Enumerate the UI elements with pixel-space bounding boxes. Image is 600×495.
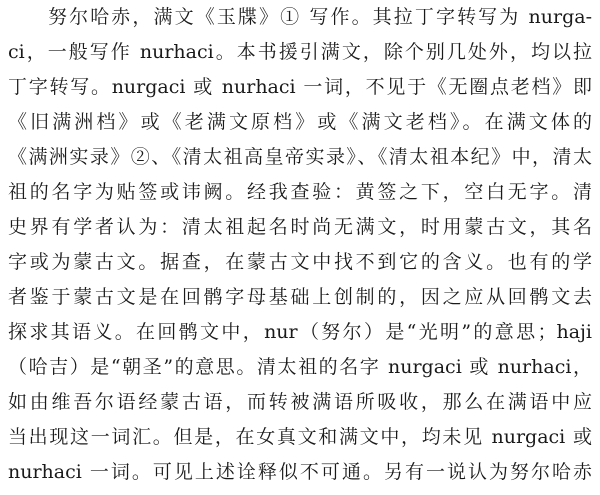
text-line-4: 《旧满洲档》或《老满文原档》或《满文老档》。在满文体的	[8, 111, 592, 133]
text-line-9: 者鉴于蒙古文是在回鹘字母基础上创制的，因之应从回鹘文去	[8, 286, 592, 308]
text-line-6: 祖的名字为贴签或讳阙。经我查验：黄签之下，空白无字。清	[8, 181, 592, 203]
text-line-7: 史界有学者认为：清太祖起名时尚无满文，时用蒙古文，其名	[8, 216, 592, 238]
text-line-8: 字或为蒙古文。据查，在蒙古文中找不到它的含义。也有的学	[8, 251, 592, 273]
text-line-11: （哈吉）是“朝圣”的意思。清太祖的名字 nurgaci 或 nurhaci，	[8, 356, 592, 378]
text-line-13: 当出现这一词汇。但是，在女真文和满文中，均未见 nurgaci 或	[8, 426, 592, 448]
text-line-14: nurhaci 一词。可见上述诠释似不可通。另有一说认为努尔哈赤	[8, 461, 592, 483]
text-line-10: 探求其语义。在回鹘文中，nur（努尔）是“光明”的意思；haji	[8, 321, 592, 343]
text-line-5: 《满洲实录》②、《清太祖高皇帝实录》、《清太祖本纪》中，清太	[8, 146, 592, 168]
text-line-2: ci，一般写作 nurhaci。本书援引满文，除个别几处外，均以拉	[8, 41, 592, 63]
text-line-12: 如由维吾尔语经蒙古语，而转被满语所吸收，那么在满语中应	[8, 391, 592, 413]
text-line-1: 努尔哈赤，满文《玉牒》① 写作。其拉丁字转写为 nurga-	[48, 6, 592, 28]
text-line-3: 丁字转写。nurgaci 或 nurhaci 一词，不见于《无圈点老档》即	[8, 76, 592, 98]
